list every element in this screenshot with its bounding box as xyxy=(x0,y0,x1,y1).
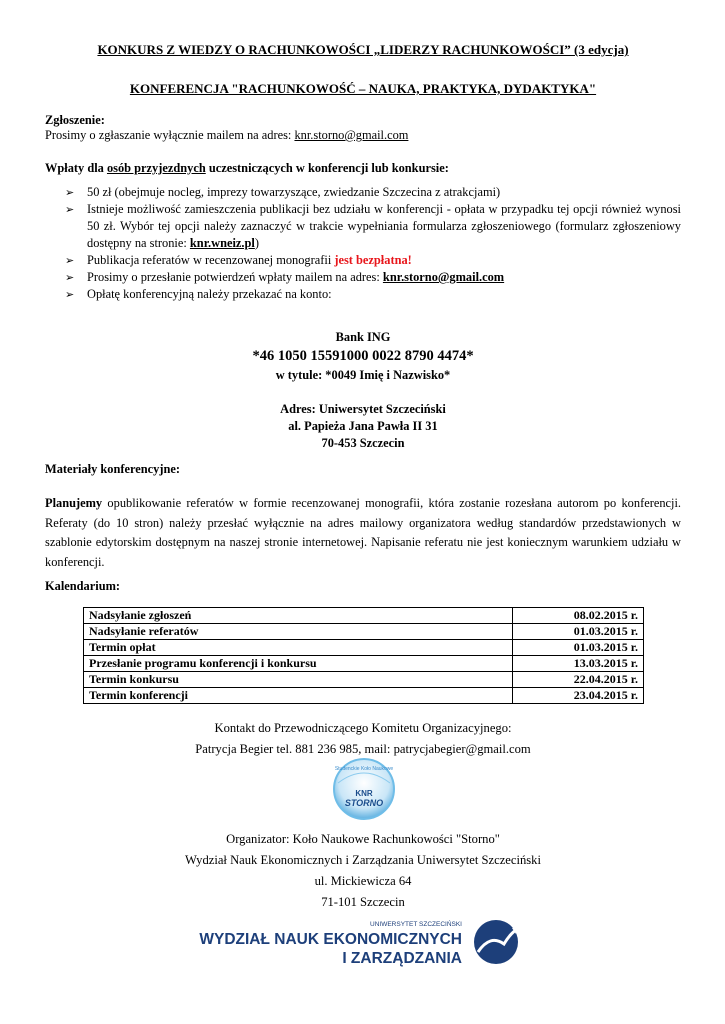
organizer-line-1: Organizator: Koło Naukowe Rachunkowości "Storno" xyxy=(226,832,500,846)
table-row: Nadsyłanie zgłoszeń 08.02.2015 r. xyxy=(84,608,644,624)
storno-text: STORNO xyxy=(344,798,384,808)
registration-label: Zgłoszenie: xyxy=(45,113,105,127)
arrow-bullet-icon: ➢ xyxy=(65,186,75,199)
materials-paragraph: Planujemy opublikowanie referatów w formie recenzowanej monografii, która zostanie rozesłana autorom po konferencji. Referaty (do 10 stron) należy przesłać wyłącznie na adres mailowy organizatora według standardów przedstawionych w szablonie edytorskim dostępnym na naszej stronie internetowej. Napisanie referatu nie jest koniecznym warunkiem udziału w konferencji. xyxy=(45,496,681,569)
table-row: Przesłanie programu konferencji i konkursu 13.03.2015 r. xyxy=(84,656,644,672)
knr-text: KNR xyxy=(355,789,373,798)
contact-heading: Kontakt do Przewodniczącego Komitetu Organizacyjnego: xyxy=(214,721,512,735)
arrow-bullet-icon: ➢ xyxy=(65,288,75,301)
list-item: ➢ Publikacja referatów w recenzowanej monografii jest bezpłatna! xyxy=(65,253,412,267)
list-item: ➢ Prosimy o przesłanie potwierdzeń wpłaty mailem na adres: knr.storno@gmail.com xyxy=(65,270,505,284)
organizer-line-3: ul. Mickiewicza 64 xyxy=(314,874,412,888)
faculty-logo-line1: WYDZIAŁ NAUK EKONOMICZNYCH xyxy=(199,931,462,948)
contest-heading: KONKURS Z WIEDZY O RACHUNKOWOŚCI „LIDERZY RACHUNKOWOŚCI” (3 edycja) xyxy=(97,42,629,57)
payments-list xyxy=(65,184,681,303)
registration-text xyxy=(45,127,408,144)
knr-arc-text: Studenckie Koło Naukowe xyxy=(334,766,394,772)
transfer-title: w tytule: *0049 Imię i Nazwisko* xyxy=(275,368,451,382)
organizer-block xyxy=(45,829,681,913)
contact-details: Patrycja Begier tel. 881 236 985, mail: patrycjabegier@gmail.com xyxy=(195,742,531,756)
website-link[interactable]: knr.wneiz.pl xyxy=(189,236,255,250)
payments-suffix: uczestniczących w konferencji lub konkursie: xyxy=(205,161,449,175)
registration-prefix: Prosimy o zgłaszanie wyłącznie mailem na adres: xyxy=(45,128,295,142)
conference-heading: KONFERENCJA "RACHUNKOWOŚĆ – NAUKA, PRAKTYKA, DYDAKTYKA" xyxy=(129,81,597,96)
faculty-logo-university: UNIWERSYTET SZCZECIŃSKI xyxy=(370,921,462,928)
payment-email-link[interactable]: knr.storno@gmail.com xyxy=(382,270,505,284)
faculty-emblem-icon xyxy=(474,920,518,964)
arrow-bullet-icon: ➢ xyxy=(65,203,75,216)
bank-account: *46 1050 15591000 0022 8790 4474* xyxy=(252,348,474,364)
arrow-bullet-icon: ➢ xyxy=(65,254,75,267)
knr-storno-logo xyxy=(324,753,404,821)
arrow-bullet-icon: ➢ xyxy=(65,271,75,284)
table-row: Termin konkursu 22.04.2015 r. xyxy=(84,672,644,688)
list-item: ➢ Opłatę konferencyjną należy przekazać na konto: xyxy=(65,287,332,301)
payments-prefix: Wpłaty dla xyxy=(45,161,107,175)
materials-label: Materiały konferencyjne: xyxy=(45,462,180,476)
payments-heading xyxy=(45,160,449,177)
table-row: Termin konferencji 23.04.2015 r. xyxy=(84,688,644,704)
table-row: Termin opłat 01.03.2015 r. xyxy=(84,640,644,656)
organizer-line-4: 71-101 Szczecin xyxy=(321,895,405,909)
faculty-logo-line2: I ZARZĄDZANIA xyxy=(342,950,462,967)
address-label: Adres: Uniwersytet Szczeciński xyxy=(280,402,446,416)
calendar-label: Kalendarium: xyxy=(45,579,121,593)
list-item: ➢ 50 zł (obejmuje nocleg, imprezy towarzyszące, zwiedzanie Szczecina z atrakcjami) xyxy=(65,185,501,199)
bank-name: Bank ING xyxy=(335,330,391,344)
payments-underlined: osób przyjezdnych xyxy=(106,161,206,175)
free-highlight: jest bezpłatna! xyxy=(334,253,412,267)
organizer-line-2: Wydział Nauk Ekonomicznych i Zarządzania Uniwersytet Szczeciński xyxy=(185,853,541,867)
table-row: Nadsyłanie referatów 01.03.2015 r. xyxy=(84,624,644,640)
address-street: al. Papieża Jana Pawła II 31 xyxy=(288,419,438,433)
address-city: 70-453 Szczecin xyxy=(321,436,405,450)
list-item: ➢ Istnieje możliwość zamieszczenia publikacji bez udziału w konferencji - opłata w przypadku tej opcji również wynosi 50 zł. Wybór tej opcji należy zaznaczyć w trakcie wypełniania formularza zgłoszeniowego (formularz zgłoszeniowy dostępny na stronie: knr.wneiz.pl) xyxy=(65,202,681,250)
calendar-table xyxy=(83,607,644,704)
faculty-logo xyxy=(199,912,538,972)
registration-email-link[interactable]: knr.storno@gmail.com xyxy=(294,128,409,142)
